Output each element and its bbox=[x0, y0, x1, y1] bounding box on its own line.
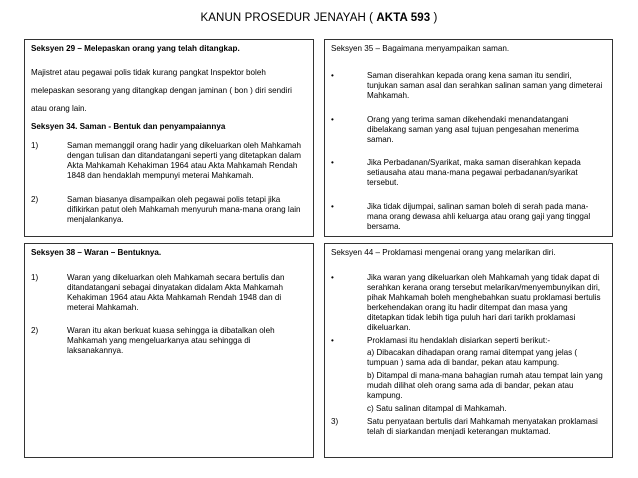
section-29-heading: Seksyen 29 – Melepaskan orang yang telah ditangkap. bbox=[31, 44, 240, 53]
item-marker: 1) bbox=[31, 141, 39, 150]
title-close: ) bbox=[433, 12, 438, 24]
bullet-icon: • bbox=[331, 115, 334, 124]
section-35-box bbox=[324, 39, 613, 237]
document-title bbox=[0, 12, 638, 24]
sub-item-text: b) Ditampal di mana-mana bahagian rumah atau tempat lain yang mudah dilihat oleh orang sama ada di bandar, pekan atau kampung. bbox=[367, 371, 603, 401]
bullet-icon: • bbox=[331, 336, 334, 345]
bullet-icon: • bbox=[331, 71, 334, 80]
item-text: Satu penyataan bertulis dari Mahkamah menyatakan proklamasi telah di siarkandan menjadi keterangan muktamad. bbox=[367, 417, 598, 437]
sub-item-text: a) Dibacakan dihadapan orang ramai ditempat yang jelas ( tumpuan ) sama ada di bandar, pekan atau kampung. bbox=[367, 348, 578, 368]
sub-item-text: c) Satu salinan ditampal di Mahkamah. bbox=[367, 404, 507, 413]
item-text: Jika Perbadanan/Syarikat, maka saman diserahkan kepada setiausaha atau mana-mana pegawai perbadanan/syarikat tersebut. bbox=[367, 158, 581, 188]
title-main: KANUN PROSEDUR JENAYAH ( bbox=[200, 12, 374, 24]
section-34-heading: Seksyen 34. Saman - Bentuk dan penyampaiannya bbox=[31, 122, 226, 131]
item-text: Saman memanggil orang hadir yang dikeluarkan oleh Mahkamah dengan tulisan dan ditandatangani seperti yang ditetapkan dalam Akta Mahkamah Kehakiman 1964 atau Akta Mahkamah Rendah 1848 dan hendaklah mempunyi meterai Mahkamah. bbox=[67, 141, 301, 181]
item-text: Saman biasanya disampaikan oleh pegawai polis tetapi jika difikirkan patut oleh Mahkamah menyuruh mana-mana orang lain menjalankanya. bbox=[67, 195, 301, 225]
item-text: Waran itu akan berkuat kuasa sehingga ia dibatalkan oleh Mahkamah yang mengeluarkanya atau sehingga di laksanakannya. bbox=[67, 326, 275, 356]
section-29-34-box bbox=[24, 39, 314, 237]
item-text: Jika waran yang dikeluarkan oleh Mahkamah yang tidak dapat di serahkan kerana orang tersebut melarikan/menyembunyikan diri, pihak Mahkamah boleh menghebahkan suatu proklamasi bertulis berkehendakan orang itu hadir ditempat dan masa yang ditetapkan tidak lebih tiga puluh hari dari tarikh proklamasi dikeluarkan. bbox=[367, 273, 601, 333]
bullet-icon: • bbox=[331, 202, 334, 211]
item-text: Saman diserahkan kepada orang kena saman itu sendiri, tunjukan saman asal dan serahkan salinan saman yang dimeterai Mahkamah. bbox=[367, 71, 603, 101]
bullet-icon: • bbox=[331, 273, 334, 282]
item-marker: 2) bbox=[31, 326, 39, 335]
section-44-box bbox=[324, 243, 613, 458]
item-marker: 3) bbox=[331, 417, 339, 426]
item-text: Jika tidak dijumpai, salinan saman boleh di serah pada mana-mana orang dewasa ahli keluarga atau orang gaji yang tinggal bersama. bbox=[367, 202, 591, 232]
item-text: Waran yang dikeluarkan oleh Mahkamah secara bertulis dan ditandatangani sebagai dinyatakan didalam Akta Mahkamah Kehakiman 1964 atau Akta Mahkamah Rendah 1948 dan di meterai Mahkamah. bbox=[67, 273, 285, 313]
item-marker: 2) bbox=[31, 195, 39, 204]
title-act: AKTA 593 bbox=[376, 12, 431, 24]
section-44-heading: Seksyen 44 – Proklamasi mengenai orang yang melarikan diri. bbox=[331, 248, 556, 257]
item-marker: 1) bbox=[31, 273, 39, 282]
section-29-text: Majistret atau pegawai polis tidak kurang pangkat Inspektor boleh melepaskan sesorang yang ditangkap dengan jaminan ( bon ) diri sendiri atau orang lain. bbox=[31, 68, 292, 113]
bullet-icon: • bbox=[331, 158, 334, 167]
section-38-box bbox=[24, 243, 314, 458]
item-text: Proklamasi itu hendaklah disiarkan seperti berikut:- bbox=[367, 336, 551, 345]
item-text: Orang yang terima saman dikehendaki menandatangani dibelakang saman yang asal tujuan pengesahan menerima saman. bbox=[367, 115, 579, 145]
section-35-heading: Seksyen 35 – Bagaimana menyampaikan saman. bbox=[331, 44, 510, 53]
section-38-heading: Seksyen 38 – Waran – Bentuknya. bbox=[31, 248, 162, 257]
